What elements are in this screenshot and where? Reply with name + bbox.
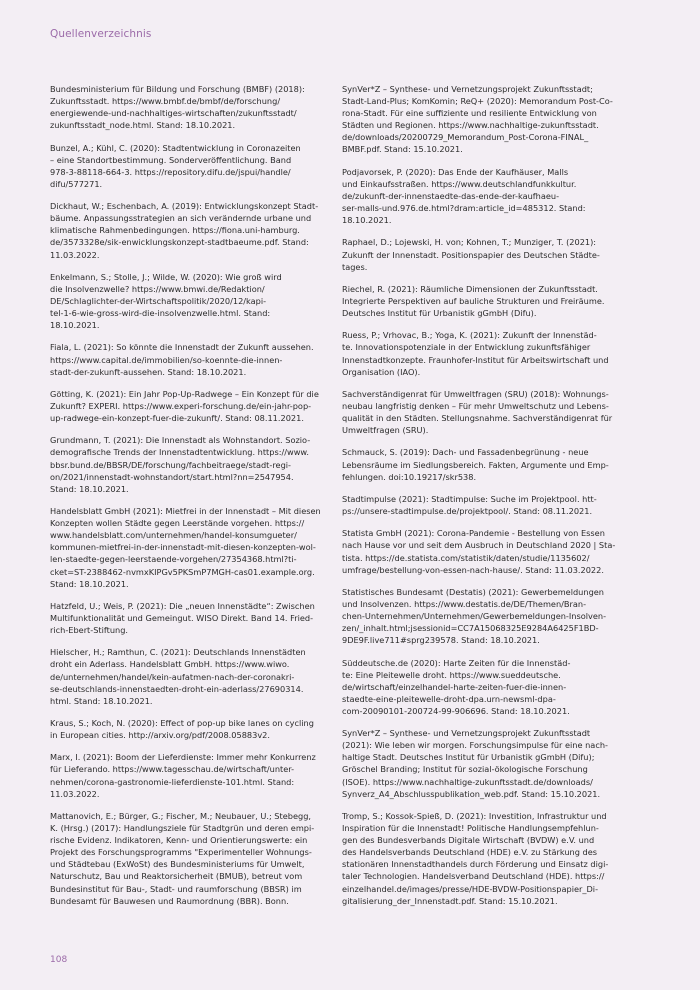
reference-entry: SynVer*Z – Synthese- und Vernetzungsprojekt Zukunftsstadt; Stadt-Land-Plus; KomKomin; ReQ+ (2020): Memorandum Post-Co- rona-Stadt. Für eine suffiziente und resiliente Entwicklung von Städten und Regionen. https://www.nachhaltige-zukunftsstadt. de/downloads/20200729_Memorandum_Post-Corona-FINAL_ BMBF.pdf. Stand: 15.10.2021. [342,84,613,155]
reference-entry: Mattanovich, E.; Bürger, G.; Fischer, M.; Neubauer, U.; Stebegg, K. (Hrsg.) (2017): Handlungsziele für Stadtgrün und deren empi- rische Evidenz. Indikatoren, Kenn- und Orientierungswerte: ein Projekt des Forschungsprogramms "Experimenteller Wohnungs- und Städtebau (ExWoSt) des Bundesministeriums für Umwelt, Naturschutz, Bau und Reaktorsicherheit (BMUB), betreut vom Bundesinstitut für Bau-, Stadt- und raumforschung (BBSR) im Bundesamt für Bauwesen und Raumordnung (BBR). Bonn. [50,810,315,906]
reference-entry: Hielscher, H.; Ramthun, C. (2021): Deutschlands Innenstädten droht ein Aderlass. Handelsblatt GmbH. https://www.wiwo. de/unternehmen/handel/kein-aufatmen-nach-der-coronakri- se-deutschlands-innenstaedten-droht-ein-aderlass/27690314. html. Stand: 18.10.2021. [50,647,306,706]
reference-entry: Hatzfeld, U.; Weis, P. (2021): Die „neuen Innenstädte“: Zwischen Multifunktionalität und Gemeingut. WISO Direkt. Band 14. Fried- rich-Ebert-Stiftung. [50,600,315,636]
reference-entry: Fiala, L. (2021): So könnte die Innenstadt der Zukunft aussehen. https://www.capital.de/immobilien/so-koennte-die-innen- stadt-der-zukunft-aussehen. Stand: 18.10.2021. [50,342,314,377]
reference-entry: Schmauck, S. (2019): Dach- und Fassadenbegrünung - neue Lebensräume im Siedlungsbereich. Fakten, Argumente und Emp- fehlungen. doi:10.19217/skr538. [342,447,609,482]
reference-entry: Enkelmann, S.; Stolle, J.; Wilde, W. (2020): Wie groß wird die Insolvenzwelle? https://www.bmwi.de/Redaktion/ DE/Schlaglichter-der-Wirtschaftspolitik/2020/12/kapi- tel-1-6-wie-gross-wird-die-insolvenzwelle.html. Stand: 18.10.2021. [50,271,282,331]
reference-entry: Tromp, S.; Kossok-Spieß, D. (2021): Investition, Infrastruktur und Inspiration für die Innenstadt! Politische Handlungsempfehlun- gen des Bundesverbands Digitale Wirtschaft (BVDW) e.V. und des Handelsverbands Deutschland (HDE) e.V. zu Stärkung des stationären Innenstadthandels durch Förderung und Einsatz digi- taler Technologien. Handelsverband Deutschland (HDE). https:// einzelhandel.de/images/presse/HDE-BVDW-Positionspapier_Di- gitalisierung_der_Innenstadt.pdf. Stand: 15.10.2021. [342,810,609,906]
references-left-column [50,83,346,917]
reference-entry: Marx, I. (2021): Boom der Lieferdienste: Immer mehr Konkurrenz für Lieferando. https://www.tagesschau.de/wirtschaft/unter- nehmen/corona-gastronomie-lieferdienste-101.html. Stand: 11.03.2022. [50,752,316,799]
reference-entry: SynVer*Z – Synthese- und Vernetzungsprojekt Zukunftsstadt (2021): Wie leben wir morgen. Forschungsimpulse für eine nach- haltige Stadt. Deutsches Institut für Urbanistik gGmbH (Difu); Gröschel Branding; Institut für sozial-ökologische Forschung (ISOE). https://www.nachhaltige-zukunftsstadt.de/downloads/ Synverz_A4_Abschlusspublikation_web.pdf. Stand: 15.10.2021. [342,728,608,799]
section-header: Quellenverzeichnis [50,28,152,40]
reference-entry: Sachverständigenrat für Umweltfragen (SRU) (2018): Wohnungs- neubau langfristig denken – Für mehr Umweltschutz und Lebens- qualität in den Städten. Stellungsnahme. Sachverständigenrat für Umweltfragen (SRU). [342,388,613,436]
reference-entry: Grundmann, T. (2021): Die Innenstadt als Wohnstandort. Sozio- demografische Trends der Innenstadtentwicklung. https://www. bbsr.bund.de/BBSR/DE/forschung/fachbeitraege/stadt-regi- on/2021/innenstadt-wohnstandort/start.html?nn=2547954. Stand: 18.10.2021. [50,435,311,494]
reference-entry: Podjavorsek, P. (2020): Das Ende der Kaufhäuser, Malls und Einkaufsstraßen. https://www.deutschlandfunkkultur. de/zukunft-der-innenstaedte-das-ende-der-kaufhaeu- ser-malls-und.976.de.html?dram:article_id=485312. Stand: 18.10.2021. [342,166,586,226]
references-right-column [342,83,642,917]
reference-entry: Ruess, P.; Vrhovac, B.; Yoga, K. (2021): Zukunft der Innenstäd- te. Innovationspotenziale in der Entwicklung zukunftsfähiger Innenstadtkonzepte. Fraunhofer-Institut für Arbeitswirtschaft und Organisation (IAO). [342,330,609,377]
reference-entry: Riechel, R. (2021): Räumliche Dimensionen der Zukunftsstadt. Integrierte Perspektiven auf bauliche Strukturen und Freiräume. Deutsches Institut für Urbanistik gGmbH (Difu). [342,283,605,319]
reference-entry: Stadtimpulse (2021): Stadtimpulse: Suche im Projektpool. htt- ps://unsere-stadtimpulse.de/projektpool/. Stand: 08.11.2021. [342,493,597,517]
reference-entry: Statistisches Bundesamt (Destatis) (2021): Gewerbemeldungen und Insolvenzen. https://www.destatis.de/DE/Themen/Bran- chen-Unternehmen/Unternehmen/Gewerbemeldungen-Insolven- zen/_inhalt.html;jsessionid=CC7A15068325E9284A6425F1BD- 9DE9F.live711#sprg239578. Stand: 18.10.2021. [342,586,607,646]
reference-entry: Statista GmbH (2021): Corona-Pandemie - Bestellung von Essen nach Hause vor und seit dem Ausbruch in Deutschland 2020 | Sta- tista. https://de.statista.com/statistik/daten/studie/1135602/ umfrage/bestellung-von-essen-nach-hause/. Stand: 11.03.2022. [342,528,616,575]
reference-entry: Bunzel, A.; Kühl, C. (2020): Stadtentwicklung in Coronazeiten – eine Standortbestimmung. Sonderveröffentlichung. Band 978-3-88118-664-3. https://repository.difu.de/jspui/handle/ difu/577271. [50,142,301,189]
reference-entry: Süddeutsche.de (2020): Harte Zeiten für die Innenstäd- te: Eine Pleitewelle droht. https://www.sueddeutsche. de/wirtschaft/einzelhandel-harte-zeiten-fuer-die-innen- staedte-eine-pleitewelle-droht-dpa.urn-newsml-dpa- com-20090101-200724-99-906696. Stand: 18.10.2021. [342,657,571,716]
reference-entry: Raphael, D.; Lojewski, H. von; Kohnen, T.; Munziger, T. (2021): Zukunft der Innenstadt. Positionspapier des Deutschen Städte- tages. [342,237,600,272]
reference-entry: Kraus, S.; Koch, N. (2020): Effect of pop-up bike lanes on cycling in European cities. http://arxiv.org/pdf/2008.05883v2. [50,718,314,741]
reference-entry: Handelsblatt GmbH (2021): Mietfrei in der Innenstadt – Mit diesen Konzepten wollen Städte gegen Leerstände vorgehen. https:// www.handelsblatt.com/unternehmen/handel-konsumgueter/ kommunen-mietfrei-in-der-innenstadt-mit-diesen-konzepten-wol- len-staedte-gegen-leerstaende-vorgehen/27354368.html?ti- cket=ST-2388462-nvmxKIPGv5PKSmP7MGH-cas01.example.org. Stand: 18.10.2021. [50,506,321,589]
page-number: 108 [50,955,68,965]
reference-entry: Dickhaut, W.; Eschenbach, A. (2019): Entwicklungskonzept Stadt- bäume. Anpassungsstrategien an sich verändernde urbane und klimatische Rahmenbedingungen. https://fiona.uni-hamburg. de/3573328e/sik-enwicklungskonzept-stadtbaeume.pdf. Stand: 11.03.2022. [50,201,319,260]
reference-entry: Bundesministerium für Bildung und Forschung (BMBF) (2018): Zukunftsstadt. https://www.bmbf.de/bmbf/de/forschung/ energiewende-und-nachhaltiges-wirtschaften/zukunftsstadt/ zukunftsstadt_node.html. Stand: 18.10.2021. [50,84,305,131]
reference-entry: Götting, K. (2021): Ein Jahr Pop-Up-Radwege – Ein Konzept für die Zukunft? EXPERI. https://www.experi-forschung.de/ein-jahr-pop- up-radwege-ein-konzept-fuer-die-zukunft/. Stand: 08.11.2021. [50,388,319,424]
